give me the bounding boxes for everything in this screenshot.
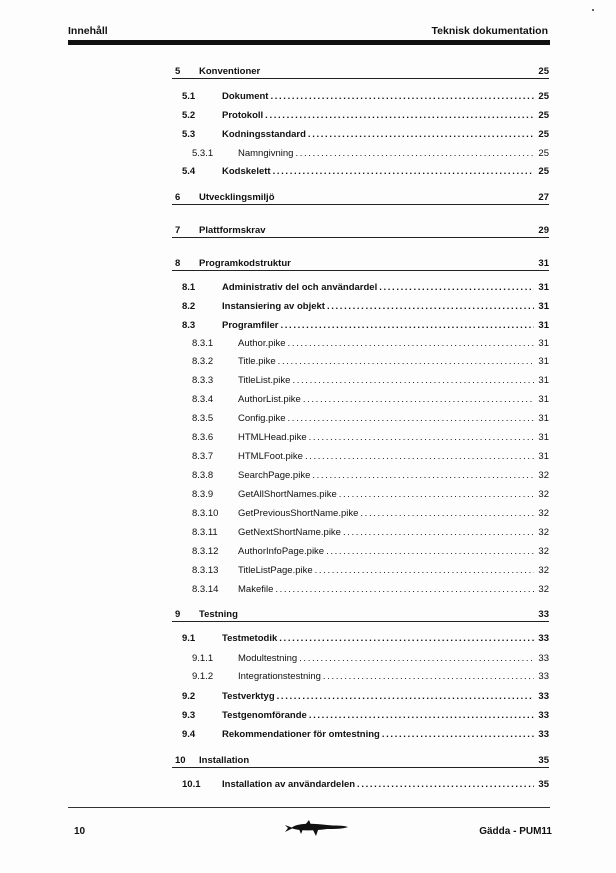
entry-page: 25	[538, 166, 549, 177]
entry-page: 25	[538, 91, 549, 102]
entry-title: Author.pike	[238, 338, 286, 349]
entry-number: 8.3.2	[192, 356, 214, 367]
chapter-entry	[172, 751, 549, 768]
section-entry	[172, 687, 549, 703]
entry-page: 31	[538, 338, 549, 349]
dot-leader	[306, 129, 535, 141]
entry-number: 10	[175, 755, 186, 766]
entry-page: 33	[538, 653, 549, 664]
entry-title: GetPreviousShortName.pike	[238, 508, 359, 519]
entry-title: GetAllShortNames.pike	[238, 489, 337, 500]
entry-page: 25	[538, 110, 549, 121]
subsection-entry	[172, 561, 549, 577]
chapter-entry	[172, 221, 549, 238]
entry-title: Installation	[199, 755, 250, 766]
entry-page: 31	[538, 282, 549, 293]
subsection-entry	[172, 466, 549, 482]
subsection-entry	[172, 371, 549, 387]
entry-title: Konventioner	[199, 66, 261, 77]
entry-title: AuthorInfoPage.pike	[238, 546, 325, 557]
dot-leader	[313, 565, 535, 577]
entry-page: 27	[538, 192, 549, 203]
entry-number: 8.3.9	[192, 489, 214, 500]
entry-number: 8.3.5	[192, 413, 214, 424]
entry-number: 8	[175, 258, 181, 269]
entry-title: Testning	[199, 609, 238, 620]
entry-page: 31	[538, 394, 549, 405]
entry-page: 32	[538, 508, 549, 519]
chapter-entry	[172, 62, 549, 79]
entry-title: Protokoll	[222, 110, 264, 121]
dot-leader	[293, 148, 534, 160]
entry-title: Config.pike	[238, 413, 286, 424]
entry-number: 8.2	[182, 301, 196, 312]
section-entry	[172, 629, 549, 645]
header-document-title: Teknisk dokumentation	[431, 25, 548, 37]
dot-leader	[358, 508, 534, 520]
entry-number: 9.4	[182, 729, 196, 740]
page-number: 10	[74, 826, 86, 837]
chapter-entry	[172, 254, 549, 271]
dot-leader	[286, 413, 535, 425]
subsection-entry	[172, 485, 549, 501]
entry-title: AuthorList.pike	[238, 394, 301, 405]
subsection-entry	[172, 352, 549, 368]
entry-number: 8.3.6	[192, 432, 214, 443]
entry-number: 5	[175, 66, 181, 77]
entry-title: Kodskelett	[222, 166, 271, 177]
entry-page: 33	[538, 729, 549, 740]
dot-leader	[380, 729, 535, 741]
entry-title: Programfiler	[222, 320, 279, 331]
dot-leader	[263, 110, 534, 122]
subsection-entry	[172, 649, 549, 665]
section-entry	[172, 297, 549, 313]
dot-leader	[325, 301, 534, 313]
entry-page: 29	[538, 225, 549, 236]
entry-title: Rekommendationer för omtestning	[222, 729, 380, 740]
dot-leader	[307, 432, 535, 444]
entry-page: 25	[538, 129, 549, 140]
dot-leader	[321, 671, 535, 683]
entry-page: 25	[538, 148, 549, 159]
entry-page: 35	[538, 779, 549, 790]
dot-leader	[303, 451, 534, 463]
dot-leader	[273, 584, 534, 596]
subsection-entry	[172, 580, 549, 596]
entry-title: Integrationstestning	[238, 671, 321, 682]
entry-number: 5.4	[182, 166, 196, 177]
entry-title: Namngivning	[238, 148, 294, 159]
entry-number: 5.1	[182, 91, 196, 102]
subsection-entry	[172, 523, 549, 539]
entry-number: 8.3	[182, 320, 196, 331]
entry-number: 9.2	[182, 691, 196, 702]
entry-page: 31	[538, 451, 549, 462]
speck	[592, 9, 594, 11]
entry-title: Instansiering av objekt	[222, 301, 325, 312]
entry-number: 9	[175, 609, 181, 620]
entry-title: Dokument	[222, 91, 269, 102]
entry-page: 32	[538, 584, 549, 595]
dot-leader	[271, 166, 535, 178]
entry-title: Administrativ del och användardel	[222, 282, 378, 293]
dot-leader	[290, 375, 534, 387]
section-entry	[172, 162, 549, 178]
subsection-entry	[172, 409, 549, 425]
footer-document-id: Gädda - PUM11	[479, 826, 552, 837]
subsection-entry	[172, 390, 549, 406]
dot-leader	[276, 356, 535, 368]
entry-title: Plattformskrav	[199, 225, 266, 236]
entry-title: HTMLFoot.pike	[238, 451, 303, 462]
entry-number: 8.3.4	[192, 394, 214, 405]
dot-leader	[301, 394, 535, 406]
entry-page: 31	[538, 413, 549, 424]
dot-leader	[297, 653, 534, 665]
entry-page: 31	[538, 432, 549, 443]
dot-leader	[324, 546, 534, 558]
entry-title: Makefile	[238, 584, 274, 595]
entry-number: 9.1	[182, 633, 196, 644]
dot-leader	[277, 633, 534, 645]
pike-fish-logo	[283, 817, 349, 839]
dot-leader	[275, 691, 535, 703]
entry-title: Modultestning	[238, 653, 298, 664]
entry-title: GetNextShortName.pike	[238, 527, 341, 538]
dot-leader	[268, 91, 534, 103]
entry-page: 32	[538, 489, 549, 500]
entry-page: 33	[538, 609, 549, 620]
entry-page: 32	[538, 470, 549, 481]
footer-rule	[68, 807, 550, 808]
entry-number: 8.3.11	[192, 527, 218, 538]
subsection-entry	[172, 667, 549, 683]
entry-number: 8.3.13	[192, 565, 219, 576]
subsection-entry	[172, 428, 549, 444]
entry-page: 35	[538, 755, 549, 766]
entry-page: 31	[538, 301, 549, 312]
entry-number: 8.3.10	[192, 508, 219, 519]
entry-page: 33	[538, 691, 549, 702]
section-entry	[172, 87, 549, 103]
header-section-title: Innehåll	[68, 25, 108, 37]
entry-title: Testverktyg	[222, 691, 275, 702]
entry-number: 8.3.12	[192, 546, 219, 557]
dot-leader	[279, 320, 535, 332]
section-entry	[172, 125, 549, 141]
chapter-entry	[172, 605, 549, 622]
section-entry	[172, 106, 549, 122]
dot-leader	[341, 527, 534, 539]
header-rule	[68, 40, 550, 45]
subsection-entry	[172, 504, 549, 520]
entry-page: 31	[538, 375, 549, 386]
entry-number: 8.3.7	[192, 451, 214, 462]
section-entry	[172, 278, 549, 294]
entry-number: 9.1.1	[192, 653, 214, 664]
entry-page: 31	[538, 320, 549, 331]
entry-title: TitleList.pike	[238, 375, 291, 386]
entry-number: 8.3.8	[192, 470, 214, 481]
entry-title: Testgenomförande	[222, 710, 307, 721]
entry-page: 31	[538, 356, 549, 367]
section-entry	[172, 316, 549, 332]
entry-number: 5.2	[182, 110, 196, 121]
dot-leader	[377, 282, 534, 294]
entry-number: 8.3.1	[192, 338, 214, 349]
entry-number: 8.3.14	[192, 584, 219, 595]
entry-title: Kodningsstandard	[222, 129, 306, 140]
entry-title: Programkodstruktur	[199, 258, 291, 269]
subsection-entry	[172, 447, 549, 463]
entry-page: 33	[538, 710, 549, 721]
chapter-entry	[172, 188, 549, 205]
entry-page: 31	[538, 258, 549, 269]
dot-leader	[355, 779, 534, 791]
entry-title: HTMLHead.pike	[238, 432, 307, 443]
entry-number: 7	[175, 225, 181, 236]
entry-number: 10.1	[182, 779, 201, 790]
entry-title: SearchPage.pike	[238, 470, 311, 481]
entry-number: 5.3.1	[192, 148, 214, 159]
subsection-entry	[172, 334, 549, 350]
entry-number: 9.1.2	[192, 671, 214, 682]
dot-leader	[307, 710, 535, 722]
entry-page: 32	[538, 565, 549, 576]
entry-number: 8.3.3	[192, 375, 214, 386]
entry-title: Testmetodik	[222, 633, 278, 644]
entry-number: 9.3	[182, 710, 196, 721]
section-entry	[172, 725, 549, 741]
entry-title: Title.pike	[238, 356, 276, 367]
entry-page: 32	[538, 546, 549, 557]
entry-page: 32	[538, 527, 549, 538]
entry-page: 33	[538, 633, 549, 644]
subsection-entry	[172, 542, 549, 558]
section-entry	[172, 706, 549, 722]
entry-title: Installation av användardelen	[222, 779, 356, 790]
dot-leader	[337, 489, 535, 501]
entry-number: 8.1	[182, 282, 196, 293]
entry-title: TitleListPage.pike	[238, 565, 313, 576]
entry-page: 33	[538, 671, 549, 682]
entry-page: 25	[538, 66, 549, 77]
dot-leader	[310, 470, 534, 482]
entry-title: Utvecklingsmiljö	[199, 192, 275, 203]
entry-number: 5.3	[182, 129, 196, 140]
dot-leader	[286, 338, 535, 350]
entry-number: 6	[175, 192, 181, 203]
section-entry	[172, 775, 549, 791]
subsection-entry	[172, 144, 549, 160]
